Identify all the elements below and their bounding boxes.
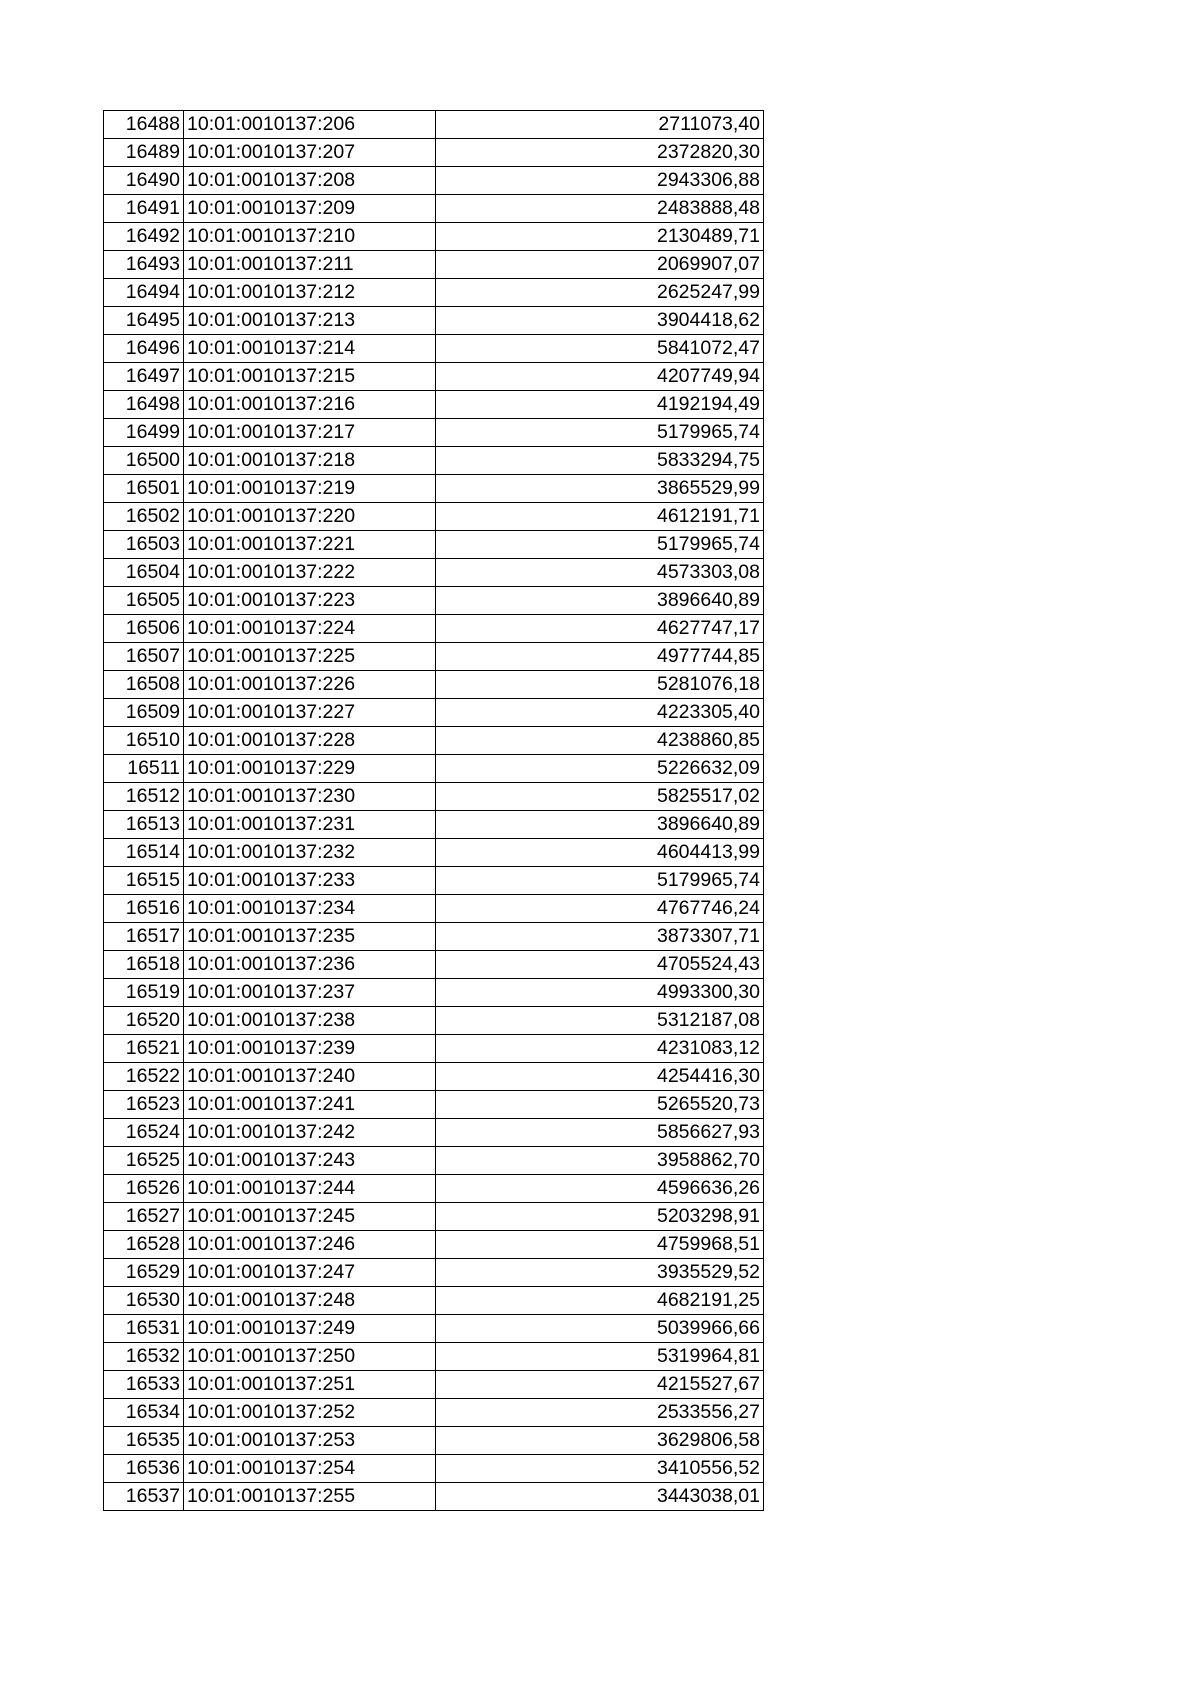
value-cell: 3896640,89 [436, 587, 764, 615]
table-row [104, 811, 764, 839]
row-number-cell: 16513 [104, 811, 184, 839]
value-cell: 2069907,07 [436, 251, 764, 279]
table-row [104, 867, 764, 895]
table-row [104, 475, 764, 503]
table-row [104, 923, 764, 951]
value-cell: 4612191,71 [436, 503, 764, 531]
row-number-cell: 16511 [104, 755, 184, 783]
cadastral-number-cell: 10:01:0010137:251 [184, 1371, 436, 1399]
table-row [104, 1343, 764, 1371]
cadastral-number-cell: 10:01:0010137:249 [184, 1315, 436, 1343]
cadastral-number-cell: 10:01:0010137:237 [184, 979, 436, 1007]
table-row [104, 111, 764, 139]
table-row [104, 1175, 764, 1203]
value-cell: 2483888,48 [436, 195, 764, 223]
table-row [104, 335, 764, 363]
cadastral-number-cell: 10:01:0010137:221 [184, 531, 436, 559]
table-row [104, 839, 764, 867]
value-cell: 5203298,91 [436, 1203, 764, 1231]
cadastral-number-cell: 10:01:0010137:210 [184, 223, 436, 251]
value-cell: 2711073,40 [436, 111, 764, 139]
row-number-cell: 16523 [104, 1091, 184, 1119]
cadastral-number-cell: 10:01:0010137:253 [184, 1427, 436, 1455]
row-number-cell: 16510 [104, 727, 184, 755]
row-number-cell: 16537 [104, 1483, 184, 1511]
table-row [104, 1063, 764, 1091]
cadastral-number-cell: 10:01:0010137:240 [184, 1063, 436, 1091]
cadastral-number-cell: 10:01:0010137:238 [184, 1007, 436, 1035]
value-cell: 4705524,43 [436, 951, 764, 979]
value-cell: 4238860,85 [436, 727, 764, 755]
row-number-cell: 16493 [104, 251, 184, 279]
cadastral-number-cell: 10:01:0010137:243 [184, 1147, 436, 1175]
value-cell: 5841072,47 [436, 335, 764, 363]
cadastral-number-cell: 10:01:0010137:217 [184, 419, 436, 447]
value-cell: 5856627,93 [436, 1119, 764, 1147]
cadastral-number-cell: 10:01:0010137:214 [184, 335, 436, 363]
table-row [104, 251, 764, 279]
value-cell: 4215527,67 [436, 1371, 764, 1399]
table-row [104, 1427, 764, 1455]
value-cell: 5281076,18 [436, 671, 764, 699]
value-cell: 2943306,88 [436, 167, 764, 195]
value-cell: 5179965,74 [436, 867, 764, 895]
row-number-cell: 16530 [104, 1287, 184, 1315]
cadastral-number-cell: 10:01:0010137:241 [184, 1091, 436, 1119]
table-row [104, 587, 764, 615]
table-body [104, 111, 764, 1511]
cadastral-number-cell: 10:01:0010137:236 [184, 951, 436, 979]
table-row [104, 951, 764, 979]
row-number-cell: 16515 [104, 867, 184, 895]
row-number-cell: 16527 [104, 1203, 184, 1231]
table-row [104, 195, 764, 223]
table-row [104, 307, 764, 335]
row-number-cell: 16512 [104, 783, 184, 811]
cadastral-number-cell: 10:01:0010137:233 [184, 867, 436, 895]
cadastral-number-cell: 10:01:0010137:212 [184, 279, 436, 307]
cadastral-number-cell: 10:01:0010137:248 [184, 1287, 436, 1315]
value-cell: 3443038,01 [436, 1483, 764, 1511]
value-cell: 2130489,71 [436, 223, 764, 251]
table-row [104, 1203, 764, 1231]
cadastral-number-cell: 10:01:0010137:220 [184, 503, 436, 531]
table-row [104, 503, 764, 531]
value-cell: 5319964,81 [436, 1343, 764, 1371]
value-cell: 4993300,30 [436, 979, 764, 1007]
cadastral-number-cell: 10:01:0010137:250 [184, 1343, 436, 1371]
row-number-cell: 16507 [104, 643, 184, 671]
row-number-cell: 16504 [104, 559, 184, 587]
value-cell: 4231083,12 [436, 1035, 764, 1063]
row-number-cell: 16536 [104, 1455, 184, 1483]
value-cell: 4759968,51 [436, 1231, 764, 1259]
value-cell: 5265520,73 [436, 1091, 764, 1119]
table-row [104, 1371, 764, 1399]
cadastral-number-cell: 10:01:0010137:254 [184, 1455, 436, 1483]
table-row [104, 1147, 764, 1175]
row-number-cell: 16534 [104, 1399, 184, 1427]
value-cell: 4573303,08 [436, 559, 764, 587]
row-number-cell: 16520 [104, 1007, 184, 1035]
row-number-cell: 16494 [104, 279, 184, 307]
cadastral-number-cell: 10:01:0010137:213 [184, 307, 436, 335]
value-cell: 3896640,89 [436, 811, 764, 839]
value-cell: 4604413,99 [436, 839, 764, 867]
row-number-cell: 16489 [104, 139, 184, 167]
cadastral-number-cell: 10:01:0010137:244 [184, 1175, 436, 1203]
data-table [103, 110, 764, 1511]
row-number-cell: 16495 [104, 307, 184, 335]
cadastral-number-cell: 10:01:0010137:231 [184, 811, 436, 839]
value-cell: 4254416,30 [436, 1063, 764, 1091]
row-number-cell: 16518 [104, 951, 184, 979]
row-number-cell: 16502 [104, 503, 184, 531]
row-number-cell: 16508 [104, 671, 184, 699]
row-number-cell: 16535 [104, 1427, 184, 1455]
row-number-cell: 16499 [104, 419, 184, 447]
table-row [104, 531, 764, 559]
row-number-cell: 16497 [104, 363, 184, 391]
row-number-cell: 16524 [104, 1119, 184, 1147]
value-cell: 5039966,66 [436, 1315, 764, 1343]
cadastral-number-cell: 10:01:0010137:209 [184, 195, 436, 223]
cadastral-number-cell: 10:01:0010137:239 [184, 1035, 436, 1063]
value-cell: 4767746,24 [436, 895, 764, 923]
value-cell: 3629806,58 [436, 1427, 764, 1455]
table-row [104, 1091, 764, 1119]
row-number-cell: 16526 [104, 1175, 184, 1203]
cadastral-number-cell: 10:01:0010137:252 [184, 1399, 436, 1427]
row-number-cell: 16490 [104, 167, 184, 195]
table-row [104, 1483, 764, 1511]
table-row [104, 223, 764, 251]
cadastral-number-cell: 10:01:0010137:225 [184, 643, 436, 671]
row-number-cell: 16531 [104, 1315, 184, 1343]
row-number-cell: 16516 [104, 895, 184, 923]
table-row [104, 391, 764, 419]
table-row [104, 615, 764, 643]
table-row [104, 447, 764, 475]
table-row [104, 1399, 764, 1427]
cadastral-number-cell: 10:01:0010137:227 [184, 699, 436, 727]
table-row [104, 755, 764, 783]
value-cell: 2372820,30 [436, 139, 764, 167]
value-cell: 3865529,99 [436, 475, 764, 503]
value-cell: 4596636,26 [436, 1175, 764, 1203]
table-row [104, 895, 764, 923]
table-row [104, 643, 764, 671]
row-number-cell: 16519 [104, 979, 184, 1007]
row-number-cell: 16501 [104, 475, 184, 503]
row-number-cell: 16509 [104, 699, 184, 727]
table-row [104, 1315, 764, 1343]
value-cell: 5833294,75 [436, 447, 764, 475]
row-number-cell: 16528 [104, 1231, 184, 1259]
value-cell: 4207749,94 [436, 363, 764, 391]
value-cell: 4977744,85 [436, 643, 764, 671]
table-row [104, 167, 764, 195]
table-row [104, 363, 764, 391]
cadastral-number-cell: 10:01:0010137:235 [184, 923, 436, 951]
cadastral-number-cell: 10:01:0010137:228 [184, 727, 436, 755]
cadastral-number-cell: 10:01:0010137:255 [184, 1483, 436, 1511]
value-cell: 5825517,02 [436, 783, 764, 811]
cadastral-number-cell: 10:01:0010137:215 [184, 363, 436, 391]
table-row [104, 1007, 764, 1035]
table-row [104, 1119, 764, 1147]
cadastral-number-cell: 10:01:0010137:230 [184, 783, 436, 811]
value-cell: 4192194,49 [436, 391, 764, 419]
cadastral-number-cell: 10:01:0010137:242 [184, 1119, 436, 1147]
value-cell: 5179965,74 [436, 531, 764, 559]
table-row [104, 1035, 764, 1063]
table-row [104, 559, 764, 587]
value-cell: 5226632,09 [436, 755, 764, 783]
row-number-cell: 16529 [104, 1259, 184, 1287]
cadastral-number-cell: 10:01:0010137:226 [184, 671, 436, 699]
table-row [104, 979, 764, 1007]
table-row [104, 699, 764, 727]
table-row [104, 419, 764, 447]
table-row [104, 139, 764, 167]
row-number-cell: 16496 [104, 335, 184, 363]
cadastral-number-cell: 10:01:0010137:224 [184, 615, 436, 643]
cadastral-number-cell: 10:01:0010137:218 [184, 447, 436, 475]
cadastral-number-cell: 10:01:0010137:223 [184, 587, 436, 615]
value-cell: 3935529,52 [436, 1259, 764, 1287]
table-row [104, 1231, 764, 1259]
row-number-cell: 16505 [104, 587, 184, 615]
row-number-cell: 16521 [104, 1035, 184, 1063]
row-number-cell: 16488 [104, 111, 184, 139]
row-number-cell: 16517 [104, 923, 184, 951]
table-row [104, 1287, 764, 1315]
table-row [104, 279, 764, 307]
cadastral-number-cell: 10:01:0010137:245 [184, 1203, 436, 1231]
cadastral-number-cell: 10:01:0010137:232 [184, 839, 436, 867]
row-number-cell: 16506 [104, 615, 184, 643]
cadastral-number-cell: 10:01:0010137:222 [184, 559, 436, 587]
value-cell: 3958862,70 [436, 1147, 764, 1175]
row-number-cell: 16533 [104, 1371, 184, 1399]
row-number-cell: 16522 [104, 1063, 184, 1091]
row-number-cell: 16532 [104, 1343, 184, 1371]
value-cell: 4223305,40 [436, 699, 764, 727]
cadastral-number-cell: 10:01:0010137:234 [184, 895, 436, 923]
value-cell: 3904418,62 [436, 307, 764, 335]
cadastral-number-cell: 10:01:0010137:211 [184, 251, 436, 279]
table-row [104, 1455, 764, 1483]
value-cell: 2533556,27 [436, 1399, 764, 1427]
table-row [104, 783, 764, 811]
value-cell: 5179965,74 [436, 419, 764, 447]
row-number-cell: 16503 [104, 531, 184, 559]
table-row [104, 1259, 764, 1287]
row-number-cell: 16491 [104, 195, 184, 223]
cadastral-number-cell: 10:01:0010137:219 [184, 475, 436, 503]
table-row [104, 671, 764, 699]
value-cell: 5312187,08 [436, 1007, 764, 1035]
cadastral-number-cell: 10:01:0010137:247 [184, 1259, 436, 1287]
value-cell: 4627747,17 [436, 615, 764, 643]
row-number-cell: 16525 [104, 1147, 184, 1175]
row-number-cell: 16498 [104, 391, 184, 419]
cadastral-number-cell: 10:01:0010137:216 [184, 391, 436, 419]
value-cell: 2625247,99 [436, 279, 764, 307]
cadastral-number-cell: 10:01:0010137:207 [184, 139, 436, 167]
row-number-cell: 16500 [104, 447, 184, 475]
row-number-cell: 16514 [104, 839, 184, 867]
cadastral-number-cell: 10:01:0010137:229 [184, 755, 436, 783]
value-cell: 3410556,52 [436, 1455, 764, 1483]
value-cell: 3873307,71 [436, 923, 764, 951]
value-cell: 4682191,25 [436, 1287, 764, 1315]
row-number-cell: 16492 [104, 223, 184, 251]
cadastral-number-cell: 10:01:0010137:246 [184, 1231, 436, 1259]
cadastral-number-cell: 10:01:0010137:208 [184, 167, 436, 195]
table-row [104, 727, 764, 755]
cadastral-number-cell: 10:01:0010137:206 [184, 111, 436, 139]
